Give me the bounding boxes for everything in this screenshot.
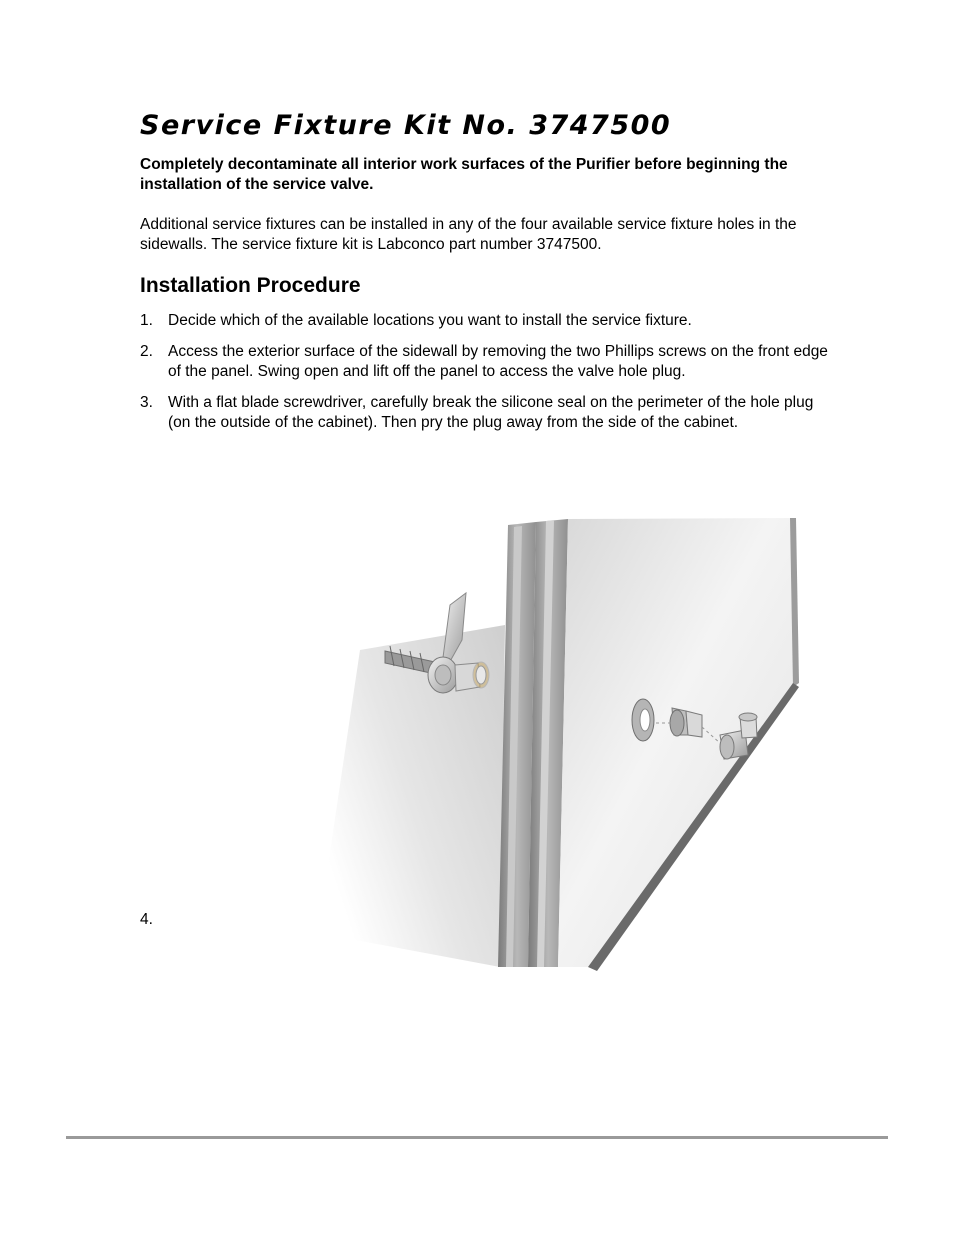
right-sidewall-panel (558, 518, 799, 971)
intro-paragraph: Additional service fixtures can be installed in any of the four available service fixture holes in the sidewalls. The service fixture kit is Labconco part number 3747500. (140, 216, 797, 253)
step-number: 1. (140, 312, 153, 329)
page-title: Service Fixture Kit No. 3747500 (140, 110, 672, 141)
step-3 (140, 393, 830, 434)
procedure-steps (140, 311, 830, 444)
decontamination-warning: Completely decontaminate all interior work surfaces of the Purifier before beginning the installation of the service valve. (140, 156, 788, 193)
footer-rule (66, 1136, 888, 1139)
step-text: With a flat blade screwdriver, carefully break the silicone seal on the perimeter of the hole plug (on the outside of the cabinet). Then pry the plug away from the side of the cabinet. (168, 393, 814, 431)
step-1 (140, 311, 830, 332)
step-4-number: 4. (140, 911, 153, 928)
step-text: Decide which of the available locations you want to install the service fixture. (168, 312, 692, 329)
section-heading: Installation Procedure (140, 274, 361, 297)
step-number: 2. (140, 342, 153, 360)
corner-post (498, 519, 568, 967)
washer-icon (632, 699, 654, 741)
step-text: Access the exterior surface of the sidewall by removing the two Phillips screws on the front edge of the panel. Swing open and lift off the panel to access the valve hole plug. (168, 342, 828, 380)
service-fixture-illustration (300, 505, 820, 980)
step-number: 3. (140, 393, 153, 411)
step-2 (140, 342, 830, 383)
